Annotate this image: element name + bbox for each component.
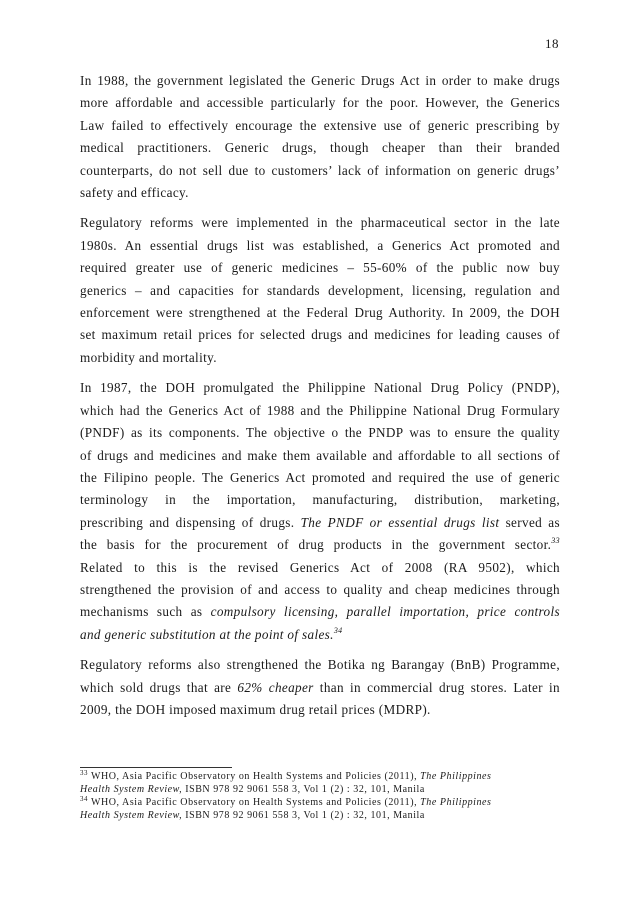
footnote-text: ISBN 978 92 9061 558 3, Vol 1 (2) : 32, 101, Manila — [182, 810, 425, 821]
text-line — [80, 534, 560, 556]
text-line: terminology in the importation, manufacturing, distribution, marketing, — [80, 492, 560, 508]
text-line: counterparts, do not sell due to customers’ lack of information on generic drugs’ — [80, 162, 560, 178]
text-line: Law failed to effectively encourage the extensive use of generic prescribing by — [80, 117, 560, 133]
text-line: strengthened the provision of and access to quality and cheap medicines through — [80, 581, 560, 597]
text-line: of drugs and medicines and make them available and affordable to all sections of — [80, 447, 560, 463]
emphasis-mechanisms: compulsory licensing, parallel importation, price controls — [210, 604, 560, 620]
text-line: safety and efficacy. — [80, 185, 189, 201]
text-line: generics – and capacities for standards development, licensing, regulation and — [80, 282, 560, 298]
paragraph-3 — [80, 377, 560, 646]
footnote-ref-33[interactable]: 33 — [551, 536, 560, 546]
footnote-title: The Philippines — [420, 797, 492, 808]
text-line: 2009, the DOH imposed maximum drug retail prices (MDRP). — [80, 701, 431, 717]
footnote-ref-34[interactable]: 34 — [333, 625, 343, 635]
text-line: more affordable and accessible particularly for the poor. However, the Generics — [80, 95, 560, 111]
footnote-title: The Philippines — [420, 771, 492, 782]
footnote-text: WHO, Asia Pacific Observatory on Health Systems and Policies (2011), — [88, 797, 421, 808]
paragraph-1 — [80, 70, 560, 204]
text-line: Regulatory reforms also strengthened the Botika ng Barangay (BnB) Programme, — [80, 657, 560, 673]
text-line: 1980s. An essential drugs list was established, a Generics Act promoted and — [80, 237, 560, 253]
text-line: morbidity and mortality. — [80, 349, 217, 365]
text-line: Related to this is the revised Generics Act of 2008 (RA 9502), which — [80, 559, 560, 575]
text-run: than in commercial drug stores. Later in — [313, 679, 560, 695]
emphasis-substitution: and generic substitution at the point of sales. — [80, 626, 334, 642]
footnote-title: Health System Review, — [80, 784, 183, 795]
text-line: In 1988, the government legislated the Generic Drugs Act in order to make drugs — [80, 73, 560, 88]
text-run: which sold drugs that are — [80, 679, 238, 695]
text-line: Regulatory reforms were implemented in the pharmaceutical sector in the late — [80, 215, 560, 231]
text-run: the basis for the procurement of drug products in the government sector. — [80, 537, 552, 553]
footnote-text: WHO, Asia Pacific Observatory on Health Systems and Policies (2011), — [88, 771, 421, 782]
paragraph-4 — [80, 654, 560, 721]
text-run: prescribing and dispensing of drugs. — [80, 514, 301, 530]
footnote-mark: 33 — [80, 769, 89, 777]
text-run: served as — [499, 514, 560, 530]
footnote-33-cont — [80, 783, 560, 796]
footnote-34 — [80, 796, 560, 809]
text-line — [80, 677, 560, 699]
text-line: set maximum retail prices for selected drugs and medicines for leading causes of — [80, 327, 560, 343]
text-line: which had the Generics Act of 1988 and the Philippine National Drug Formulary — [80, 402, 560, 418]
paragraph-2 — [80, 212, 560, 369]
text-line — [80, 601, 560, 623]
footnote-divider — [80, 767, 232, 768]
text-line — [80, 624, 560, 646]
footnote-mark: 34 — [80, 795, 89, 803]
emphasis-pndf: The PNDF or essential drugs list — [300, 514, 500, 530]
footnote-33 — [80, 770, 560, 783]
page-number: 18 — [545, 36, 559, 51]
text-line: (PNDF) as its components. The objective o the PNDP was to ensure the quality — [80, 425, 560, 441]
text-run: mechanisms such as — [80, 604, 211, 620]
text-line: the Filipino people. The Generics Act promoted and required the use of generic — [80, 469, 560, 485]
text-line: medical practitioners. Generic drugs, though cheaper than their branded — [80, 140, 560, 156]
text-line — [80, 512, 560, 534]
footnote-text: ISBN 978 92 9061 558 3, Vol 1 (2) : 32, 101, Manila — [182, 784, 425, 795]
emphasis-cheaper: 62% cheaper — [237, 679, 314, 695]
body-text — [80, 70, 560, 729]
text-line: required greater use of generic medicines – 55-60% of the public now buy — [80, 260, 560, 276]
text-line: In 1987, the DOH promulgated the Philippine National Drug Policy (PNDP), — [80, 380, 560, 396]
footnotes — [80, 770, 560, 822]
footnote-34-cont — [80, 809, 560, 822]
text-line: enforcement were strengthened at the Federal Drug Authority. In 2009, the DOH — [80, 305, 560, 321]
footnote-title: Health System Review, — [80, 810, 183, 821]
